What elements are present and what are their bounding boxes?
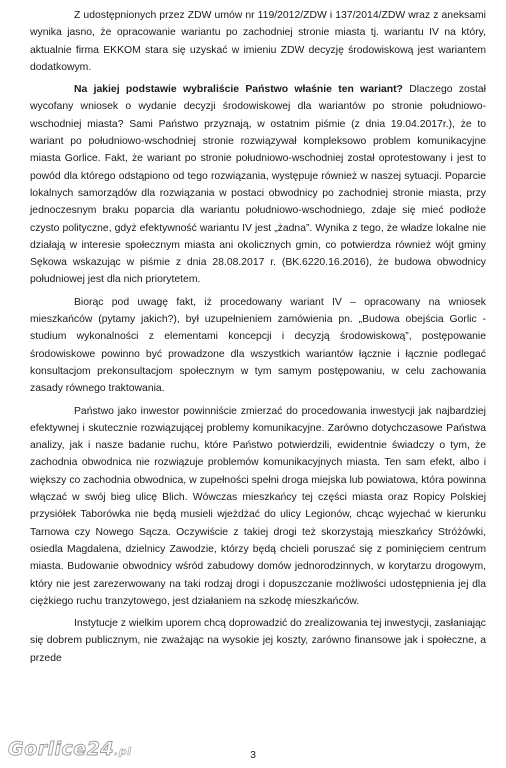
paragraph-3-text: Biorąc pod uwagę fakt, iż procedowany wariant IV – opracowany na wniosek mieszkańców (pytamy jakich?), był uzupełnieniem zamówienia pn. „Budowa obejścia Gorlic - studium wykonalności z elementami koncepcji i decyzją środowiskową”, postępowanie środowiskowe powinno być prowadzone dla wszystkich wariantów łącznie i łącznie podlegać konsultacjom prekonsultacjom społecznym w tym samym postępowaniu, w celu zachowania zasady równego traktowania. <box>30 296 486 395</box>
paragraph-2-text: Dlaczego został wycofany wniosek o wydanie decyzji środowiskowej dla wariantów po stronie południowo-wschodniej miasta? Sami Państwo przyznają, w ostatnim piśmie (z dnia 19.04.2017r.), że to wariant po południowo-wschodniej stronie rozwiązywał kompleksowo problem komunikacyjne miasta Gorlice. Fakt, że wariant po stronie południowo-wschodniej został oprotestowany i jest to powód dla którego odstąpiono od tego rozwiązania, występuje również w naszej sytuacji. Poparcie lokalnych samorządów dla rozwiązania w postaci obwodnicy po zachodniej stronie miasta, przy jednoczesnym braku poparcia dla wariantu południowo-wschodniego, zdaje się mieć podłoże czysto polityczne, gdyż efektywność wariantu IV jest „żadna”. Wynika z tego, że władze lokalne nie działają w interesie społecznym miasta ani okolicznych gmin, co potwierdza również wójt gminy Sękowa wskazując w piśmie z dnia 28.08.2017 r. (BK.6220.16.2016), że budowa obwodnicy południowej jest dla nich priorytetem. <box>30 84 486 286</box>
paragraph-2 <box>30 81 486 289</box>
watermark-suffix: .pl <box>114 745 132 758</box>
paragraph-1-text: Z udostępnionych przez ZDW umów nr 119/2012/ZDW i 137/2014/ZDW wraz z aneksami wynika jasno, że opracowanie wariantu po zachodniej stronie miasta tj. wariantu IV na który, aktualnie firma EKKOM stara się uzyskać w imieniu ZDW decyzję środowiskową jest wariantem dodatkowym. <box>30 10 486 73</box>
paragraph-4-text: Państwo jako inwestor powinniście zmierzać do procedowania inwestycji jak najbardziej efektywnej i skutecznie rozwiązującej problemy komunikacyjne. Zarówno dotychczasowe Państwa analizy, jak i nasze badanie ruchu, które Państwo potwierdzili, ewidentnie świadczy o tym, że zachodnia obwodnica nie rozwiązuje problemów komunikacyjnych miasta. Ten sam efekt, albo i większy co zachodnia obwodnica, w zupełności spełni droga miejska lub powiatowa, która powinna włączać w swój bieg ulicę Blich. Wówczas mieszkańcy tej części miasta oraz Ropicy Polskiej przysiółek Taborówka nie będą musieli wjeżdżać do ulicy Legionów, chcąc wyjechać w kierunku Tarnowa czy Nowego Sącza. Oczywiście z takiej drogi też skorzystają mieszkańcy Stróżówki, osiedla Magdalena, dzielnicy Zawodzie, którzy będą chcieli poruszać się z pominięciem centrum miasta. Budowanie obwodnicy wśród zabudowy domów jednorodzinnych, w korytarzu drogowym, który nie jest zarezerwowany na taki rodzaj drogi i dopuszczanie możliwości udostępnienia jej dla ciężkiego ruchu tranzytowego, jest działaniem na szkodę mieszkańców. <box>30 405 486 607</box>
page-number: 3 <box>250 749 256 761</box>
paragraph-5-text: Instytucje z wielkim uporem chcą doprowadzić do zrealizowania tej inwestycji, zasłaniając się dobrem publicznym, nie zważając na wysokie jej koszty, zarówno finansowe jak i społeczne, a przede <box>30 618 486 664</box>
paragraph-4 <box>30 403 486 611</box>
paragraph-5 <box>30 615 486 667</box>
paragraph-2-lead: Na jakiej podstawie wybraliście Państwo właśnie ten wariant? <box>74 84 403 96</box>
watermark-main: Gorlice24 <box>8 738 115 760</box>
paragraph-3 <box>30 294 486 398</box>
document-body <box>30 7 486 672</box>
paragraph-1 <box>30 7 486 76</box>
